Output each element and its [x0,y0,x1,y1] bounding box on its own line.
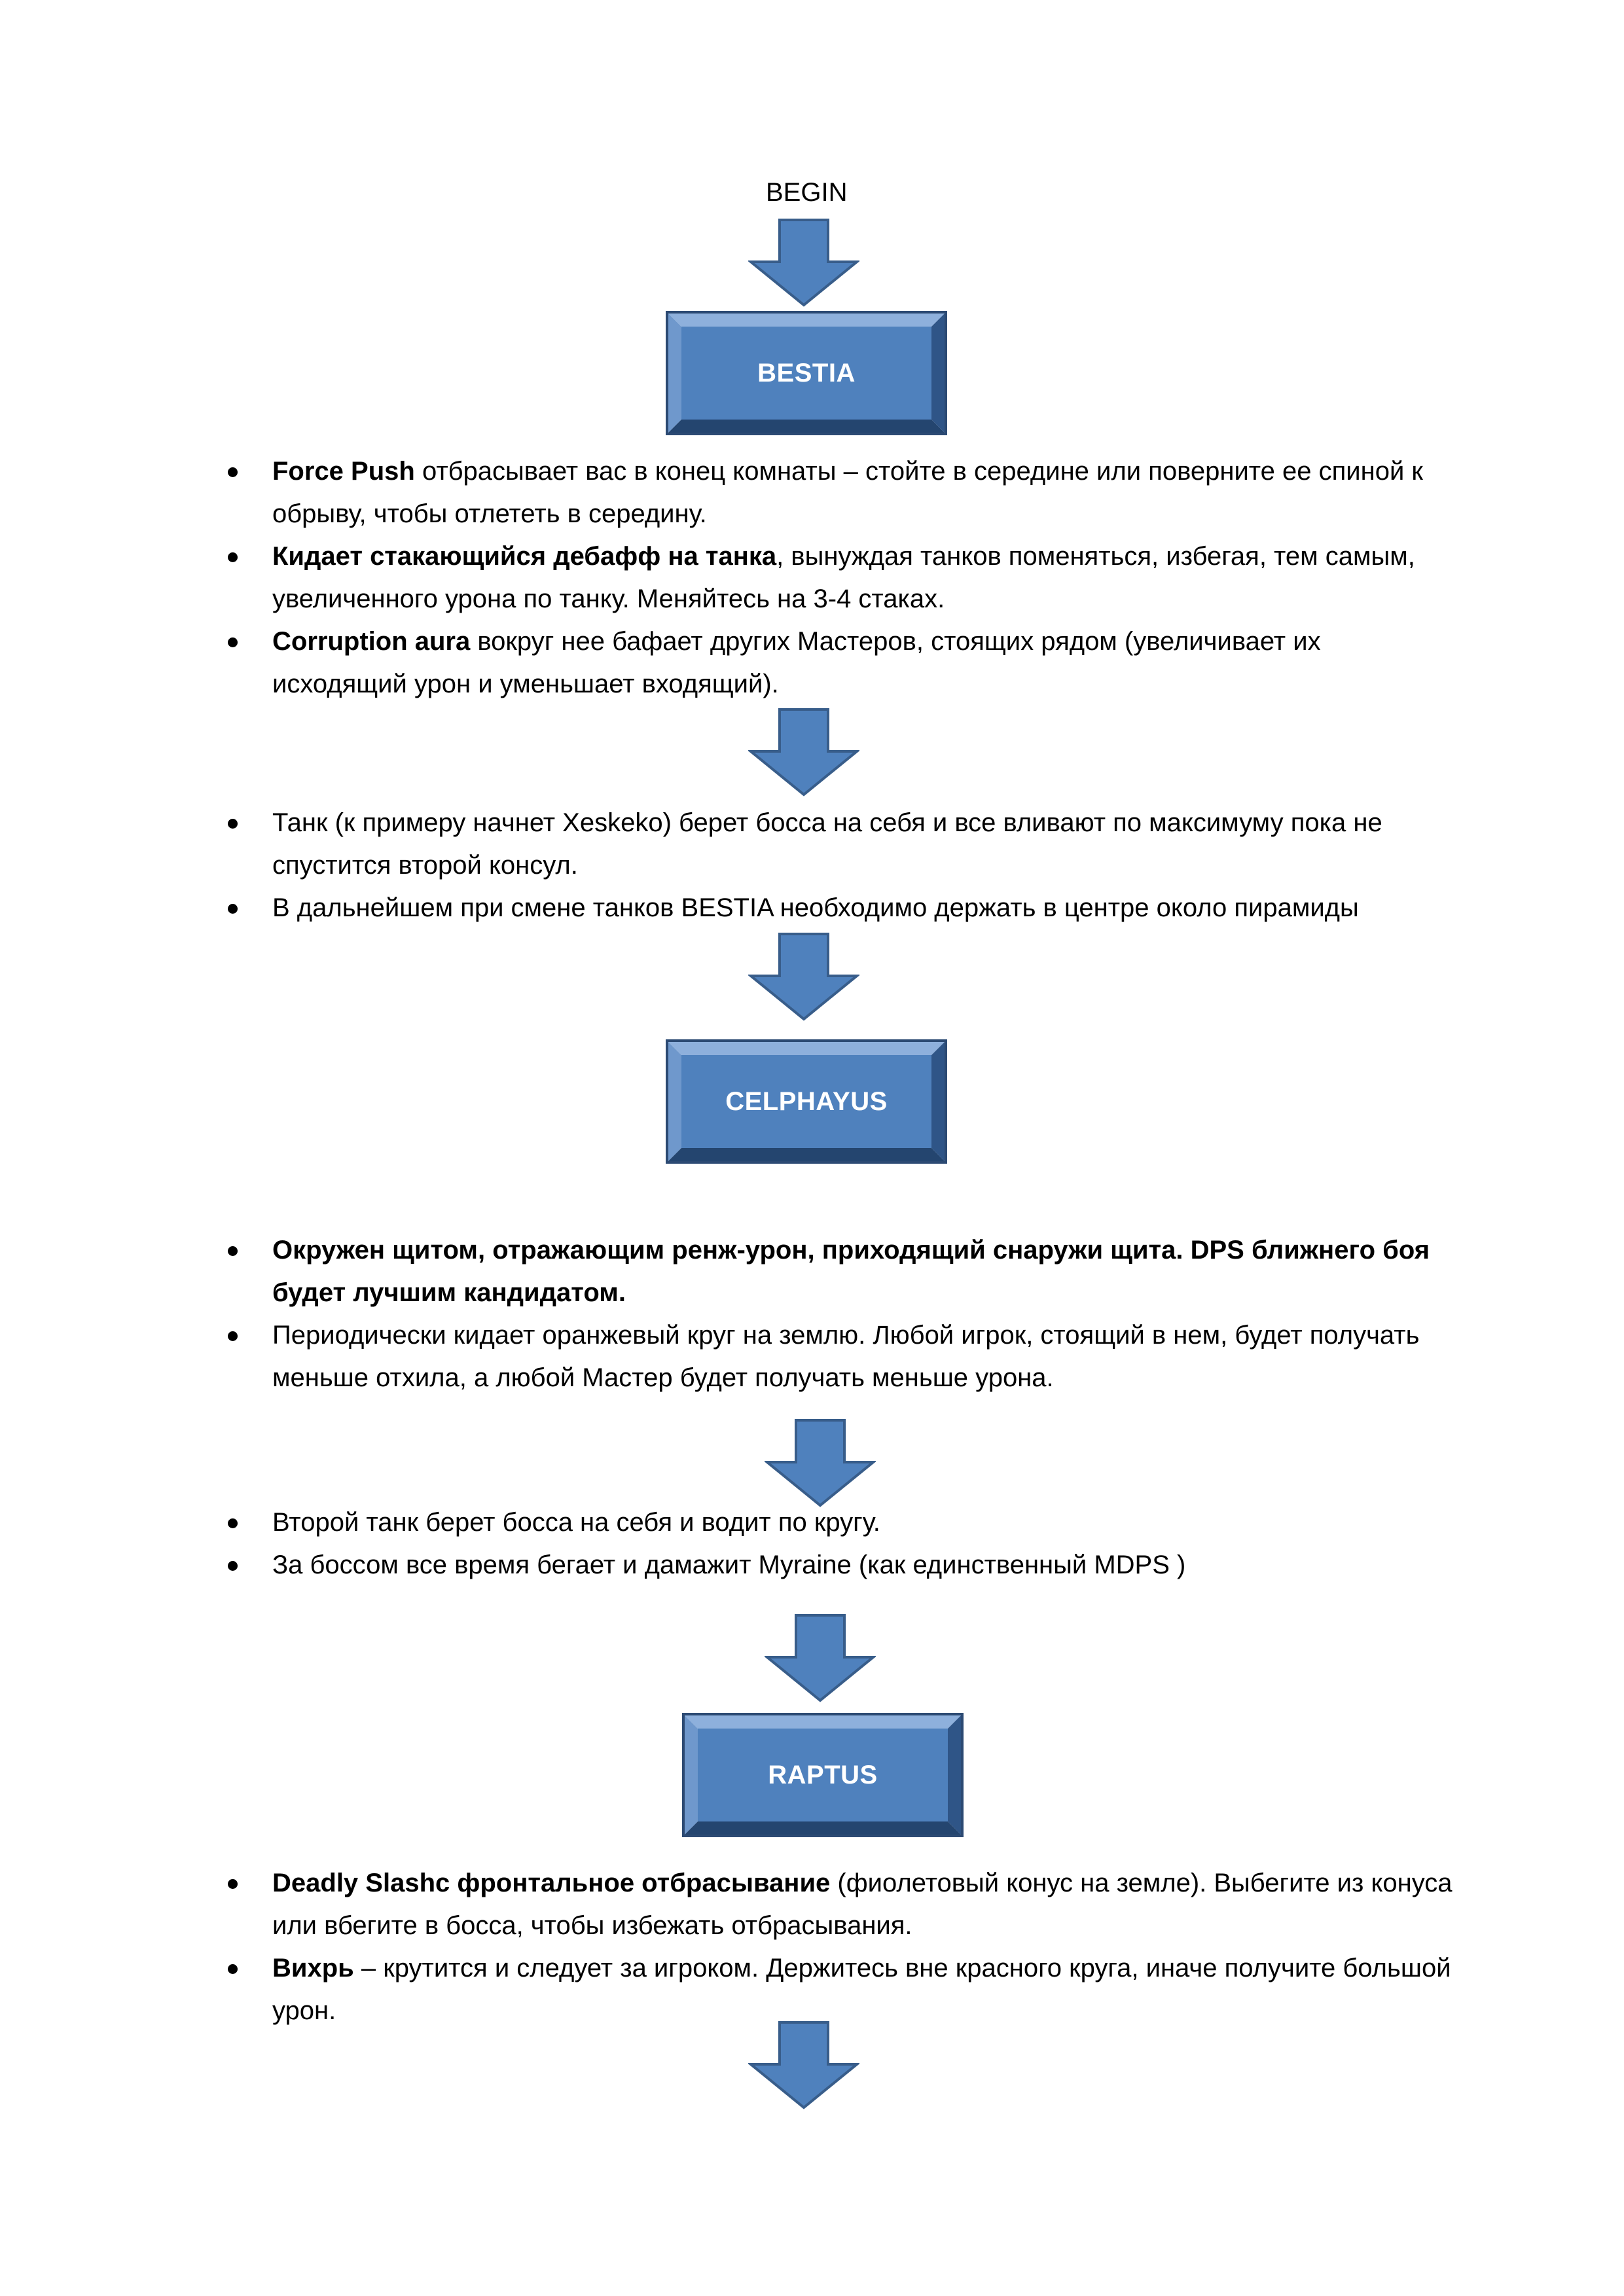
begin-label: BEGIN [766,178,848,207]
down-arrow-icon [748,708,859,797]
list-item: Кидает стакающийся дебафф на танка, вынуждая танков поменяться, избегая, тем самым, увеличенного урона по танку. Меняйтесь на 3-4 стаках. [223,535,1460,620]
list-item: Второй танк берет босса на себя и водит по кругу. [223,1501,1460,1544]
down-arrow-icon [765,1614,876,1703]
bestia-tactics-list [223,802,1460,929]
down-arrow-icon [748,2021,859,2110]
down-arrow-icon [748,933,859,1022]
celphayus-title: CELPHAYUS [725,1086,888,1116]
raptus-node [682,1713,964,1837]
bestia-node [666,311,947,435]
list-item: Окружен щитом, отражающим ренж-урон, приходящий снаружи щита. DPS ближнего боя будет лучшим кандидатом. [223,1229,1460,1314]
list-item: Танк (к примеру начнет Xeskeko) берет босса на себя и все вливают по максимуму пока не спустится второй консул. [223,802,1460,887]
list-item: Периодически кидает оранжевый круг на землю. Любой игрок, стоящий в нем, будет получать меньше отхила, а любой Мастер будет получать меньше урона. [223,1314,1460,1399]
list-item: В дальнейшем при смене танков BESTIA необходимо держать в центре около пирамиды [223,887,1460,929]
celphayus-node [666,1039,947,1164]
list-item: Force Push отбрасывает вас в конец комнаты – стойте в середине или поверните ее спиной к обрыву, чтобы отлететь в середину. [223,450,1460,535]
bestia-title: BESTIA [757,358,856,387]
list-item: Deadly Slashc фронтальное отбрасывание (фиолетовый конус на земле). Выбегите из конуса или вбегите в босса, чтобы избежать отбрасывания. [223,1862,1460,1947]
bestia-ability-list [223,450,1460,706]
down-arrow-icon [765,1419,876,1508]
celphayus-ability-list [223,1229,1460,1399]
celphayus-tactics-list [223,1501,1460,1587]
list-item: Corruption aura вокруг нее бафает других Мастеров, стоящих рядом (увеличивает их исходящий урон и уменьшает входящий). [223,620,1460,706]
raptus-title: RAPTUS [768,1760,878,1789]
down-arrow-icon [748,219,859,308]
list-item: За боссом все время бегает и дамажит Myraine (как единственный MDPS ) [223,1544,1460,1587]
raptus-ability-list [223,1862,1460,2032]
list-item: Вихрь – крутится и следует за игроком. Держитесь вне красного круга, иначе получите большой урон. [223,1947,1460,2032]
